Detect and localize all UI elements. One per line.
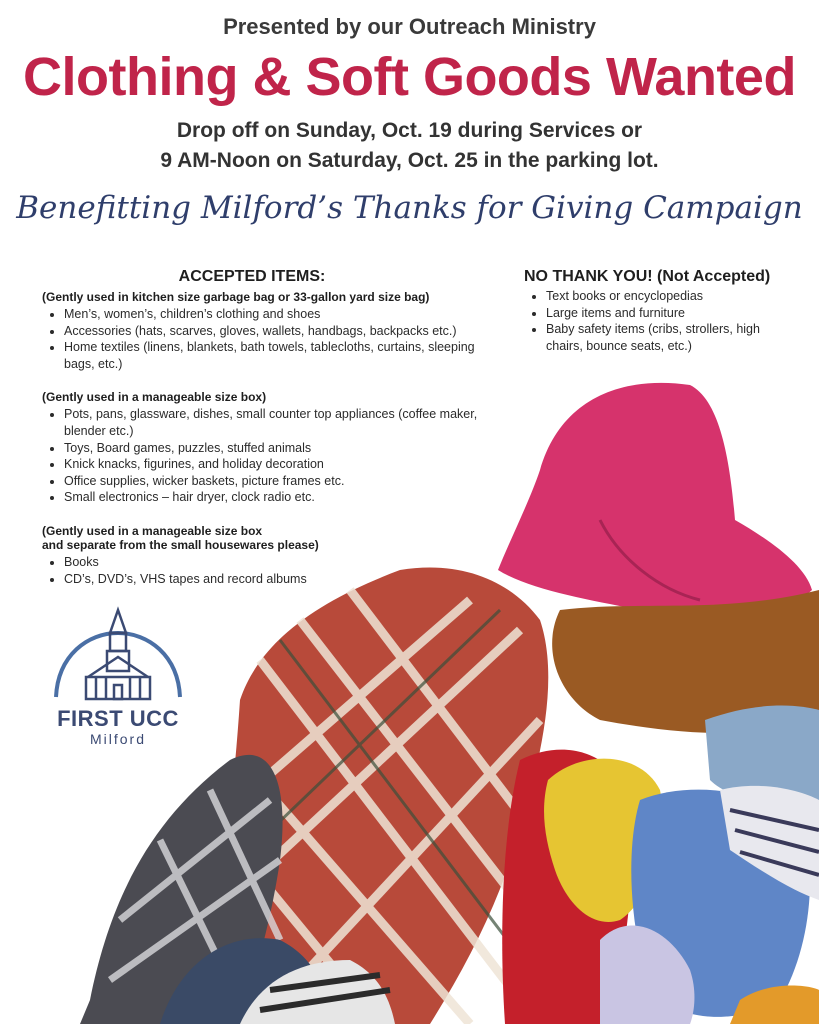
list-item: • Baby safety items (cribs, strollers, high chairs, bounce seats, etc.) <box>546 321 794 354</box>
accepted-items-section <box>42 268 482 587</box>
accepted-items-title: ACCEPTED ITEMS: <box>178 268 326 285</box>
dropoff-line-2: 9 AM-Noon on Saturday, Oct. 25 in the parking lot. <box>160 149 659 172</box>
accepted-list <box>42 554 482 587</box>
list-item: • Men’s, women’s, children’s clothing and shoes <box>64 306 482 323</box>
not-accepted-section <box>524 268 794 354</box>
page-title: Clothing & Soft Goods Wanted <box>23 47 796 107</box>
list-item: • Books <box>64 554 482 571</box>
presented-by-text: Presented by our Outreach Ministry <box>223 14 596 39</box>
list-item: • Accessories (hats, scarves, gloves, wallets, handbags, backpacks etc.) <box>64 323 482 340</box>
group-note: (Gently used in a manageable size box) <box>42 390 267 405</box>
list-item: • Small electronics – hair dryer, clock radio etc. <box>64 489 482 506</box>
not-accepted-title: NO THANK YOU! (Not Accepted) <box>524 268 771 285</box>
list-item: • Toys, Board games, puzzles, stuffed animals <box>64 440 482 457</box>
dropoff-line-1: Drop off on Sunday, Oct. 19 during Services or <box>176 119 643 142</box>
list-item: • CD’s, DVD’s, VHS tapes and record albums <box>64 571 482 588</box>
logo-city: Milford <box>89 731 146 747</box>
accepted-list <box>42 306 482 372</box>
list-item: • Text books or encyclopedias <box>546 288 794 305</box>
dropoff-info <box>0 116 819 176</box>
not-accepted-list <box>524 288 794 354</box>
list-item: • Large items and furniture <box>546 305 794 322</box>
list-item: • Pots, pans, glassware, dishes, small counter top appliances (coffee maker, blender etc.) <box>64 406 482 439</box>
group-note: (Gently used in a manageable size box <box>42 523 263 538</box>
group-note: and separate from the small housewares please) <box>42 537 319 552</box>
accepted-list <box>42 406 482 506</box>
list-item: • Home textiles (linens, blankets, bath towels, tablecloths, curtains, sleeping bags, etc.) <box>64 339 482 372</box>
logo-name: FIRST UCC <box>57 706 179 731</box>
benefit-tagline: Benefitting Milford’s Thanks for Giving Campaign <box>16 190 803 226</box>
group-note: (Gently used in kitchen size garbage bag or 33-gallon yard size bag) <box>42 290 430 304</box>
list-item: • Knick knacks, figurines, and holiday decoration <box>64 456 482 473</box>
list-item: • Office supplies, wicker baskets, picture frames etc. <box>64 473 482 490</box>
